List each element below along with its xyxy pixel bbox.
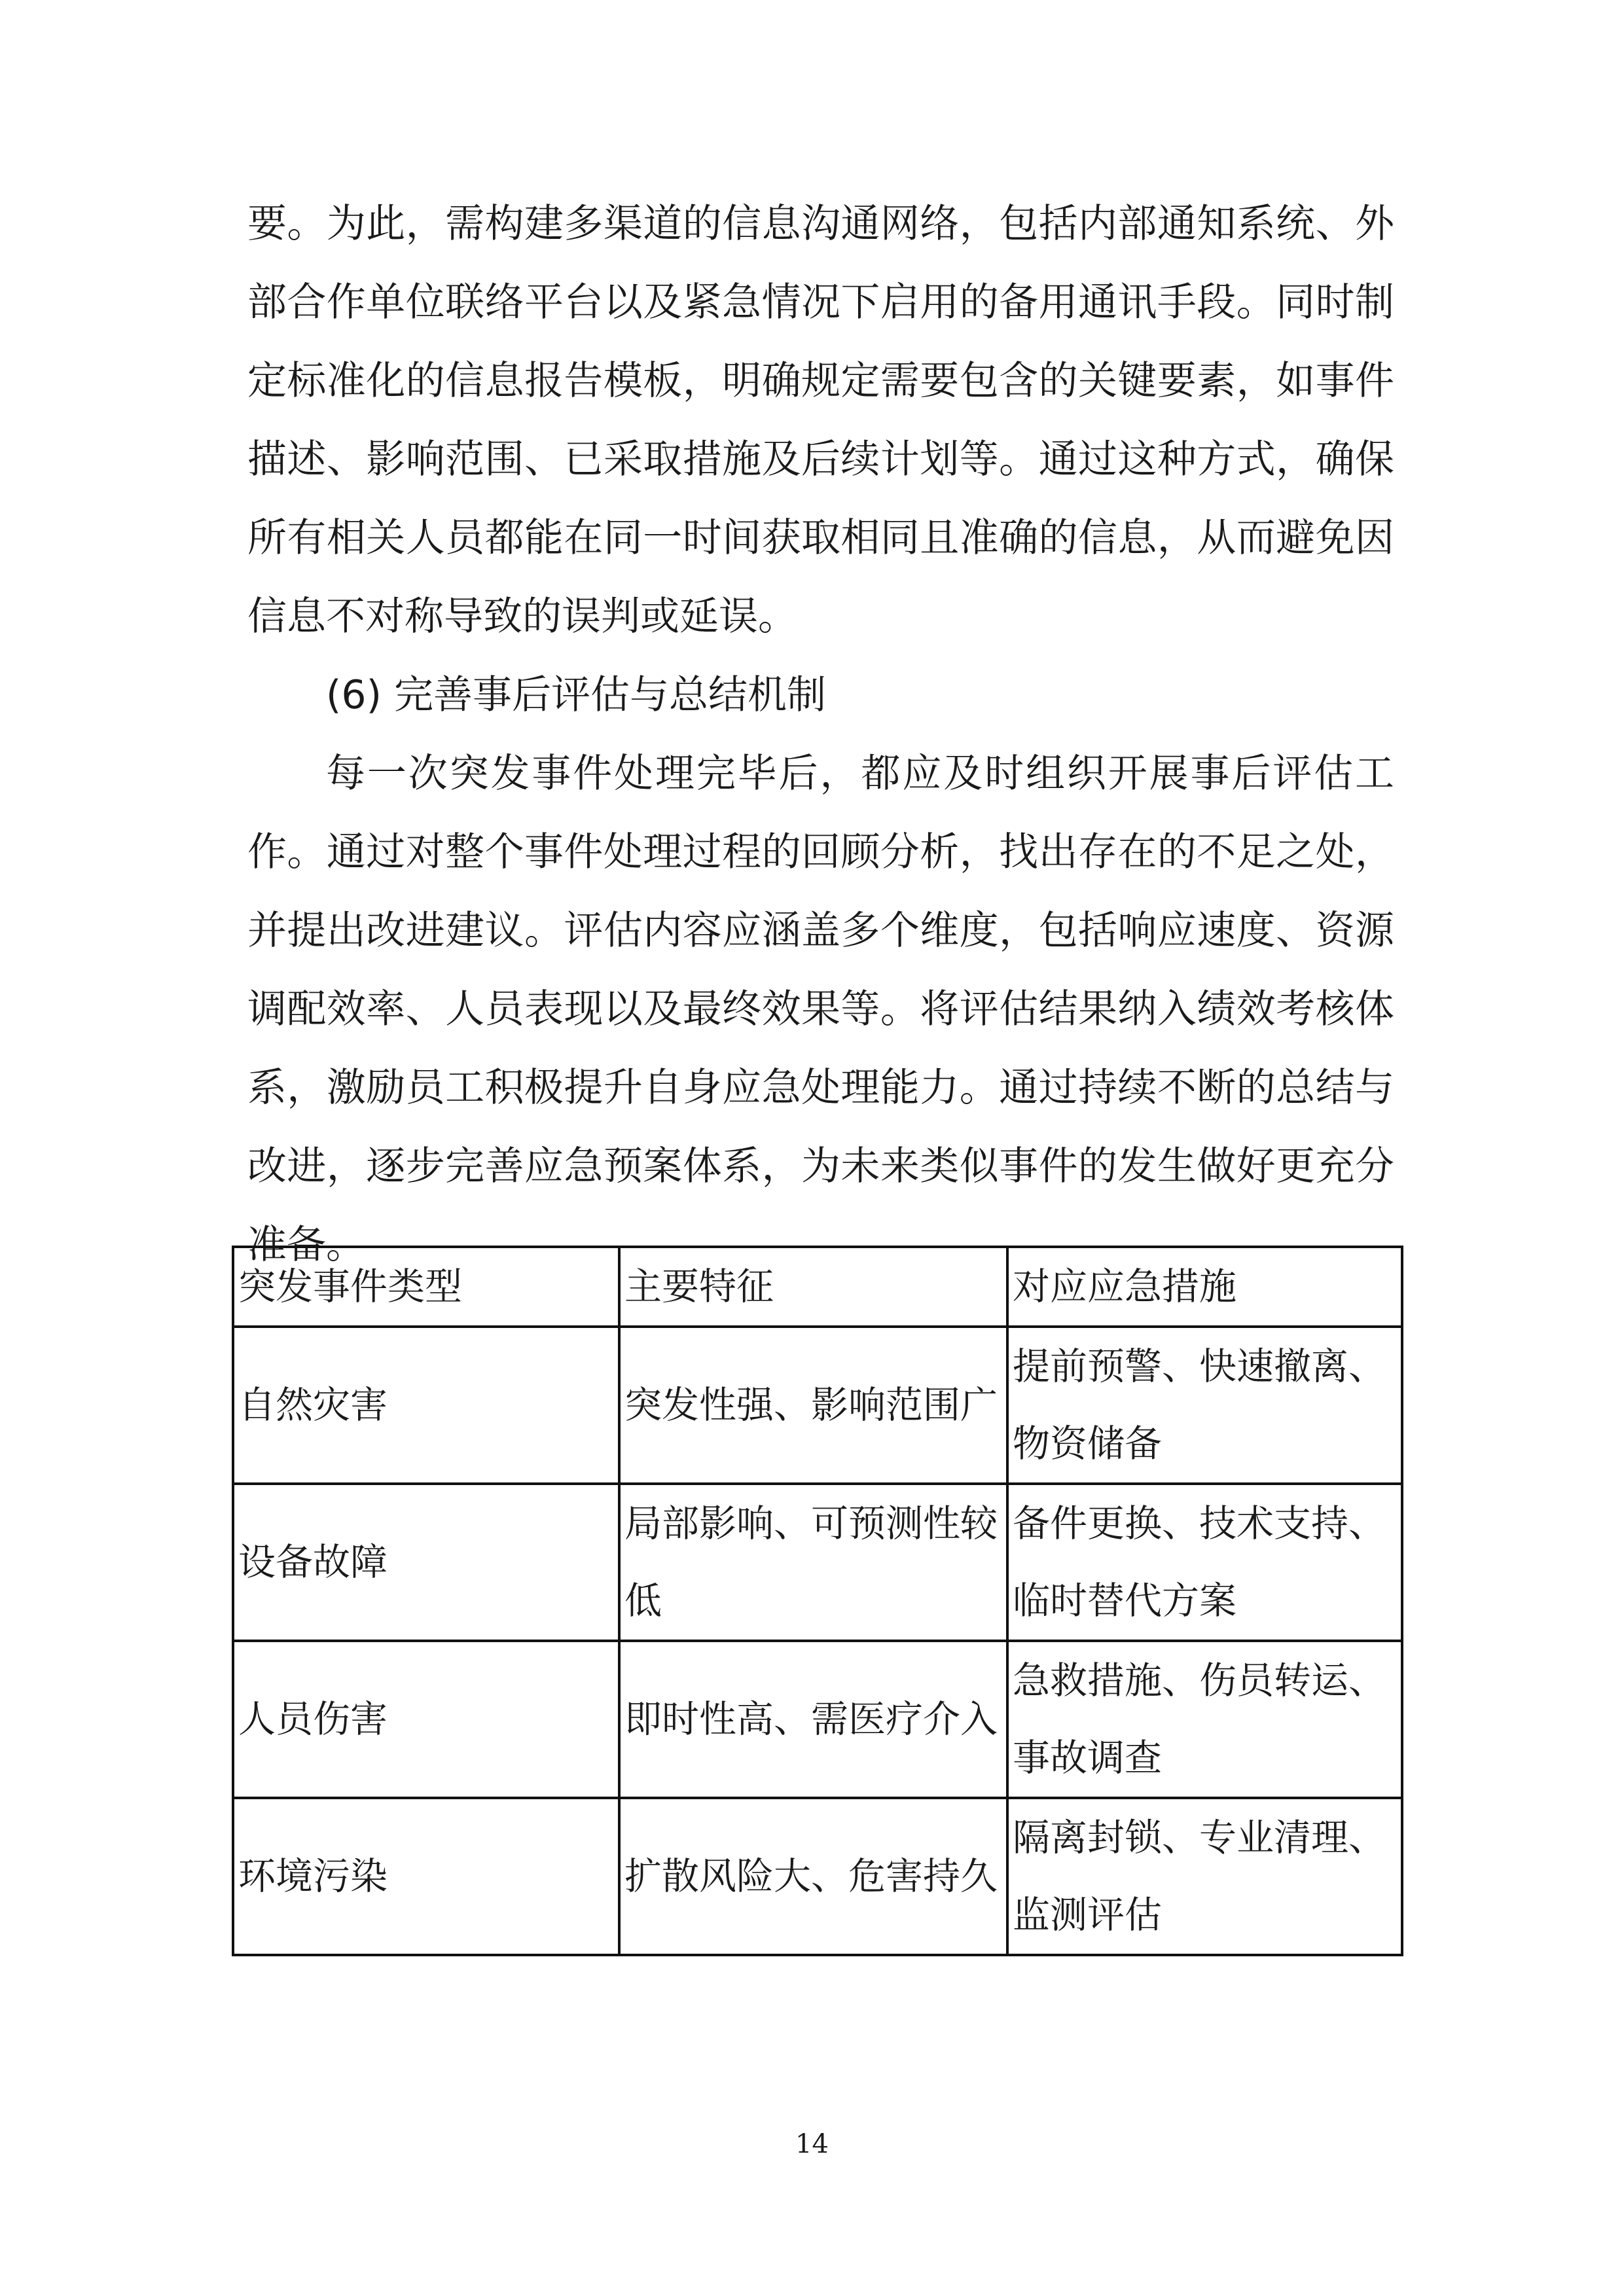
table-header-cell: 主要特征 xyxy=(619,1247,1007,1327)
table-header-cell: 突发事件类型 xyxy=(233,1247,619,1327)
table-row xyxy=(233,1327,1402,1484)
table-cell: 提前预警、快速撤离、物资储备 xyxy=(1007,1327,1402,1484)
section-heading: (6) 完善事后评估与总结机制 xyxy=(326,672,827,718)
table-cell: 备件更换、技术支持、临时替代方案 xyxy=(1007,1484,1402,1641)
paragraph-information-communication: 要。为此，需构建多渠道的信息沟通网络，包括内部通知系统、外部合作单位联络平台以及紧急情况下启用的备用通讯手段。同时制定标准化的信息报告模板，明确规定需要包含的关键要素，如事件描述、影响范围、已采取措施及后续计划等。通过这种方式，确保所有相关人员都能在同一时间获取相同且准确的信息，从而避免因信息不对称导致的误判或延误。 xyxy=(247,201,1394,639)
table-header-cell: 对应应急措施 xyxy=(1007,1247,1402,1327)
table-cell: 扩散风险大、危害持久 xyxy=(619,1798,1007,1955)
table-cell: 自然灾害 xyxy=(233,1327,619,1484)
table-cell: 急救措施、伤员转运、事故调查 xyxy=(1007,1641,1402,1798)
page-number: 14 xyxy=(795,2129,829,2159)
table-cell: 突发性强、影响范围广 xyxy=(619,1327,1007,1484)
table-row xyxy=(233,1484,1402,1641)
table-cell: 局部影响、可预测性较低 xyxy=(619,1484,1007,1641)
table-header-row xyxy=(233,1247,1402,1327)
table-row xyxy=(233,1641,1402,1798)
table-cell: 即时性高、需医疗介入 xyxy=(619,1641,1007,1798)
table-cell: 隔离封锁、专业清理、监测评估 xyxy=(1007,1798,1402,1955)
body-text xyxy=(247,185,1394,1284)
emergency-measures-table xyxy=(232,1246,1403,1956)
table-row xyxy=(233,1798,1402,1955)
table-cell: 人员伤害 xyxy=(233,1641,619,1798)
paragraph-post-event-evaluation: 每一次突发事件处理完毕后，都应及时组织开展事后评估工作。通过对整个事件处理过程的回顾分析，找出存在的不足之处，并提出改进建议。评估内容应涵盖多个维度，包括响应速度、资源调配效率、人员表现以及最终效果等。将评估结果纳入绩效考核体系，激励员工积极提升自身应急处理能力。通过持续不断的总结与改进，逐步完善应急预案体系，为未来类似事件的发生做好更充分准备。 xyxy=(247,751,1394,1268)
table-cell: 设备故障 xyxy=(233,1484,619,1641)
table-cell: 环境污染 xyxy=(233,1798,619,1955)
